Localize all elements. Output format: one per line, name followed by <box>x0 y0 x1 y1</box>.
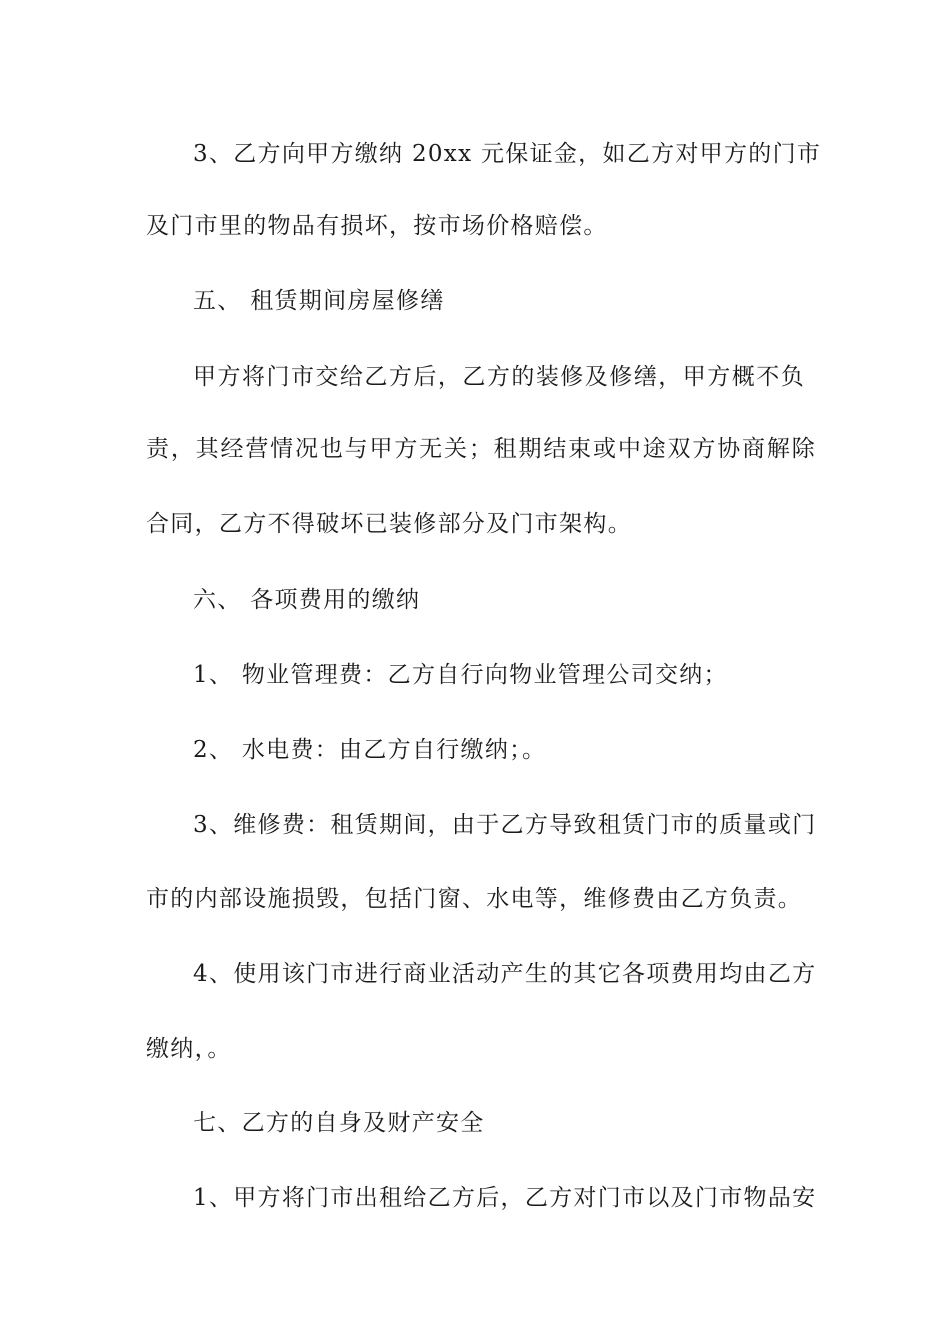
paragraph-line: 及门市里的物品有损坏，按市场价格赔偿。 <box>146 213 608 239</box>
list-item: 4、使用该门市进行商业活动产生的其它各项费用均由乙方 <box>193 961 817 987</box>
paragraph-line: 责，其经营情况也与甲方无关；租期结束或中途双方协商解除 <box>146 436 816 462</box>
list-item: 2、 水电费：由乙方自行缴纳；。 <box>193 737 547 763</box>
list-item: 3、维修费：租赁期间，由于乙方导致租赁门市的质量或门 <box>193 812 817 838</box>
section-heading: 五、 租赁期间房屋修缮 <box>193 288 445 314</box>
paragraph-line: 甲方将门市交给乙方后，乙方的装修及修缮，甲方概不负 <box>193 364 805 390</box>
paragraph-line: 市的内部设施损毁，包括门窗、水电等，维修费由乙方负责。 <box>146 886 803 912</box>
section-heading: 六、 各项费用的缴纳 <box>193 587 421 613</box>
paragraph-line: 合同，乙方不得破坏已装修部分及门市架构。 <box>146 511 632 537</box>
section-heading: 七、乙方的自身及财产安全 <box>193 1110 485 1136</box>
paragraph-line: 3、乙方向甲方缴纳 20xx 元保证金，如乙方对甲方的门市 <box>193 141 822 167</box>
paragraph-line: 缴纳，。 <box>146 1036 232 1062</box>
list-item: 1、甲方将门市出租给乙方后，乙方对门市以及门市物品安 <box>193 1185 817 1211</box>
list-item: 1、 物业管理费：乙方自行向物业管理公司交纳； <box>193 662 728 688</box>
